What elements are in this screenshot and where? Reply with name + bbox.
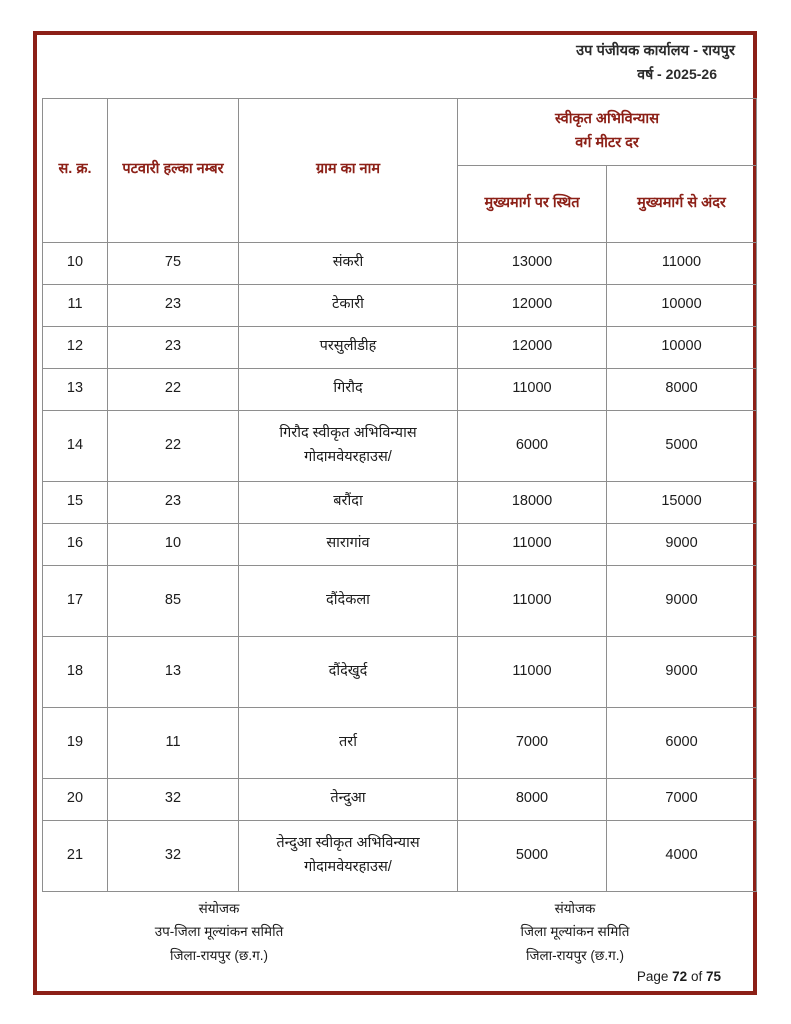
- district-location: जिला-रायपुर (छ.ग.): [525, 947, 624, 963]
- cell-village-name: [239, 410, 458, 481]
- table-row: [43, 565, 757, 636]
- page-content: [37, 35, 753, 991]
- table-row: [43, 284, 757, 326]
- cell-patwari-halka-number: 13: [108, 636, 239, 707]
- table-row: [43, 242, 757, 284]
- table-row: [43, 778, 757, 820]
- cell-serial-number: 18: [43, 636, 108, 707]
- cell-rate-inner: 7000: [607, 778, 757, 820]
- cell-serial-number: 15: [43, 481, 108, 523]
- cell-rate-main-road: 18000: [458, 481, 607, 523]
- cell-patwari-halka-number: 23: [108, 284, 239, 326]
- office-title: उप पंजीयक कार्यालय - रायपुर: [576, 43, 735, 59]
- village-name-line-1: परसुलीडीह: [319, 338, 377, 355]
- group-header-line-2: वर्ग मीटर दर: [575, 134, 639, 151]
- table-row: [43, 523, 757, 565]
- cell-rate-main-road: 13000: [458, 242, 607, 284]
- cell-rate-main-road: 11000: [458, 523, 607, 565]
- village-name-line-1: तर्रा: [339, 733, 357, 750]
- sub-district-role: संयोजक: [198, 901, 240, 917]
- village-name-line-1: बरौंदा: [333, 493, 363, 510]
- cell-patwari-halka-number: 23: [108, 326, 239, 368]
- fiscal-year: वर्ष - 2025-26: [637, 65, 717, 82]
- cell-patwari-halka-number: 22: [108, 368, 239, 410]
- cell-serial-number: 16: [43, 523, 108, 565]
- signature-row: [47, 897, 739, 967]
- cell-serial-number: 12: [43, 326, 108, 368]
- village-name-line-1: तेन्दुआ: [330, 790, 366, 807]
- cell-rate-inner: 15000: [607, 481, 757, 523]
- cell-rate-main-road: 12000: [458, 326, 607, 368]
- page-of-label: of: [690, 968, 703, 984]
- village-name-line-2: गोदामवेयरहाउस/: [304, 448, 392, 465]
- land-rate-table: [42, 98, 757, 892]
- col-header-approved-layout-rate-group: [458, 98, 757, 165]
- table-row: [43, 820, 757, 891]
- page-current: 72: [672, 968, 688, 984]
- cell-patwari-halka-number: 85: [108, 565, 239, 636]
- village-name-line-1: सारागांव: [326, 535, 370, 552]
- cell-rate-main-road: 5000: [458, 820, 607, 891]
- cell-village-name: [239, 326, 458, 368]
- rate-table-container: [37, 87, 753, 892]
- cell-rate-inner: 9000: [607, 523, 757, 565]
- cell-rate-inner: 4000: [607, 820, 757, 891]
- document-footer: [37, 897, 753, 987]
- village-name-line-1: गिरौद: [333, 380, 363, 397]
- cell-patwari-halka-number: 32: [108, 778, 239, 820]
- cell-village-name: [239, 820, 458, 891]
- cell-village-name: [239, 481, 458, 523]
- table-row: [43, 368, 757, 410]
- col-header-on-main-road: मुख्यमार्ग पर स्थित: [458, 165, 607, 242]
- cell-rate-inner: 10000: [607, 284, 757, 326]
- cell-village-name: [239, 284, 458, 326]
- cell-serial-number: 11: [43, 284, 108, 326]
- cell-village-name: [239, 242, 458, 284]
- cell-patwari-halka-number: 10: [108, 523, 239, 565]
- cell-rate-inner: 8000: [607, 368, 757, 410]
- cell-rate-inner: 11000: [607, 242, 757, 284]
- cell-village-name: [239, 565, 458, 636]
- village-name-line-1: संकरी: [332, 254, 364, 271]
- cell-rate-main-road: 11000: [458, 368, 607, 410]
- page-total: 75: [705, 968, 721, 984]
- col-header-serial-number: स. क्र.: [43, 98, 108, 242]
- village-name-line-1: दौंदेखुर्द: [328, 662, 368, 679]
- cell-patwari-halka-number: 32: [108, 820, 239, 891]
- village-name-line-1: टेकारी: [332, 296, 364, 313]
- table-row: [43, 410, 757, 481]
- sub-district-location: जिला-रायपुर (छ.ग.): [169, 947, 268, 963]
- page-label: Page: [636, 968, 669, 984]
- cell-rate-main-road: 6000: [458, 410, 607, 481]
- cell-rate-main-road: 8000: [458, 778, 607, 820]
- header-row-top: [43, 98, 757, 165]
- village-name-line-1: दौंदेकला: [326, 591, 370, 608]
- village-name-line-1: तेन्दुआ स्वीकृत अभिविन्यास: [276, 835, 420, 852]
- cell-rate-inner: 6000: [607, 707, 757, 778]
- table-row: [43, 636, 757, 707]
- cell-serial-number: 21: [43, 820, 108, 891]
- table-row: [43, 707, 757, 778]
- page-number: [47, 967, 739, 987]
- cell-village-name: [239, 707, 458, 778]
- cell-rate-main-road: 11000: [458, 565, 607, 636]
- cell-serial-number: 17: [43, 565, 108, 636]
- district-role: संयोजक: [554, 901, 596, 917]
- table-head: [43, 98, 757, 242]
- district-committee: जिला मूल्यांकन समिति: [520, 924, 630, 940]
- signature-block-sub-district: [69, 897, 369, 967]
- cell-rate-inner: 9000: [607, 565, 757, 636]
- col-header-village-name: ग्राम का नाम: [239, 98, 458, 242]
- cell-rate-inner: 9000: [607, 636, 757, 707]
- cell-village-name: [239, 523, 458, 565]
- document-header: [37, 35, 753, 87]
- group-header-line-1: स्वीकृत अभिविन्यास: [555, 111, 659, 128]
- signature-block-district: [425, 897, 725, 967]
- cell-serial-number: 20: [43, 778, 108, 820]
- cell-serial-number: 13: [43, 368, 108, 410]
- cell-village-name: [239, 636, 458, 707]
- cell-rate-main-road: 11000: [458, 636, 607, 707]
- cell-patwari-halka-number: 23: [108, 481, 239, 523]
- cell-patwari-halka-number: 75: [108, 242, 239, 284]
- cell-village-name: [239, 368, 458, 410]
- sub-district-committee: उप-जिला मूल्यांकन समिति: [154, 924, 284, 940]
- table-row: [43, 326, 757, 368]
- cell-serial-number: 19: [43, 707, 108, 778]
- village-name-line-1: गिरौद स्वीकृत अभिविन्यास: [279, 425, 417, 442]
- cell-rate-inner: 5000: [607, 410, 757, 481]
- col-header-patwari-halka-number: पटवारी हल्का नम्बर: [108, 98, 239, 242]
- cell-serial-number: 14: [43, 410, 108, 481]
- cell-patwari-halka-number: 11: [108, 707, 239, 778]
- cell-patwari-halka-number: 22: [108, 410, 239, 481]
- cell-rate-main-road: 12000: [458, 284, 607, 326]
- table-body: [43, 242, 757, 891]
- cell-village-name: [239, 778, 458, 820]
- cell-serial-number: 10: [43, 242, 108, 284]
- col-header-inner-from-main-road: मुख्यमार्ग से अंदर: [607, 165, 757, 242]
- cell-rate-inner: 10000: [607, 326, 757, 368]
- village-name-line-2: गोदामवेयरहाउस/: [304, 858, 392, 875]
- cell-rate-main-road: 7000: [458, 707, 607, 778]
- table-row: [43, 481, 757, 523]
